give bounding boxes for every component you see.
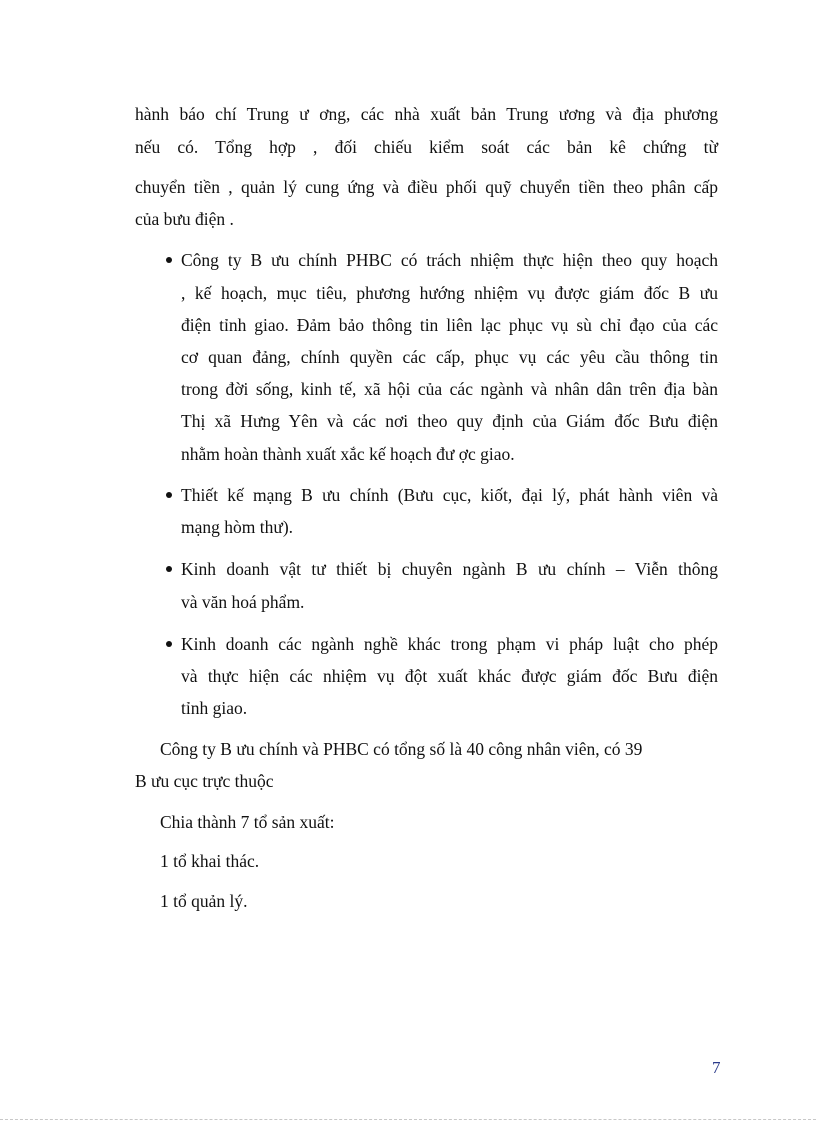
team-item: 1 tổ quản lý. xyxy=(160,891,248,911)
bullet-line: và thực hiện các nhiệm vụ đột xuất khác được giám đốc Bưu điện xyxy=(181,666,718,686)
paragraph-line: Công ty B ưu chính và PHBC có tổng số là 40 công nhân viên, có 39 xyxy=(160,739,643,759)
bullet-line: Công ty B ưu chính PHBC có trách nhiệm thực hiện theo quy hoạch xyxy=(181,250,718,270)
bullet-icon xyxy=(166,257,172,263)
paragraph-line: hành báo chí Trung ư ơng, các nhà xuất bản Trung ương và địa phương xyxy=(135,104,718,124)
team-item: 1 tổ khai thác. xyxy=(160,851,260,871)
team-heading: Chia thành 7 tổ sản xuất: xyxy=(160,812,335,832)
bullet-line: tỉnh giao. xyxy=(181,698,248,718)
bullet-line: và văn hoá phẩm. xyxy=(181,592,305,612)
bullet-line: trong đời sống, kinh tế, xã hội của các ngành và nhân dân trên địa bàn xyxy=(181,379,718,399)
bullet-line: , kế hoạch, mục tiêu, phương hướng nhiệm vụ được giám đốc B ưu xyxy=(181,283,718,303)
bullet-icon xyxy=(166,641,172,647)
bullet-line: mạng hòm thư). xyxy=(181,517,294,537)
paragraph-line: nếu có. Tổng hợp , đối chiếu kiểm soát các bản kê chứng từ xyxy=(135,137,718,157)
paragraph-line: B ưu cục trực thuộc xyxy=(135,771,274,791)
bullet-line: Kinh doanh các ngành nghề khác trong phạm vi pháp luật cho phép xyxy=(181,634,718,654)
page-bottom-rule xyxy=(0,1119,816,1120)
bullet-line: Thị xã Hưng Yên và các nơi theo quy định của Giám đốc Bưu điện xyxy=(181,411,718,431)
bullet-line: Thiết kế mạng B ưu chính (Bưu cục, kiốt, đại lý, phát hành viên và xyxy=(181,485,718,505)
bullet-icon xyxy=(166,492,172,498)
paragraph-line: của bưu điện . xyxy=(135,209,234,229)
paragraph-line: chuyển tiền , quản lý cung ứng và điều phối quỹ chuyển tiền theo phân cấp xyxy=(135,177,718,197)
bullet-icon xyxy=(166,566,172,572)
page-number: 7 xyxy=(712,1058,721,1077)
bullet-line: cơ quan đảng, chính quyền các cấp, phục vụ các yêu cầu thông tin xyxy=(181,347,718,367)
bullet-line: điện tỉnh giao. Đảm bảo thông tin liên lạc phục vụ sù chỉ đạo của các xyxy=(181,315,718,335)
bullet-line: Kinh doanh vật tư thiết bị chuyên ngành B ưu chính – Viễn thông xyxy=(181,559,718,579)
bullet-line: nhằm hoàn thành xuất xắc kế hoạch đư ợc giao. xyxy=(181,444,515,464)
